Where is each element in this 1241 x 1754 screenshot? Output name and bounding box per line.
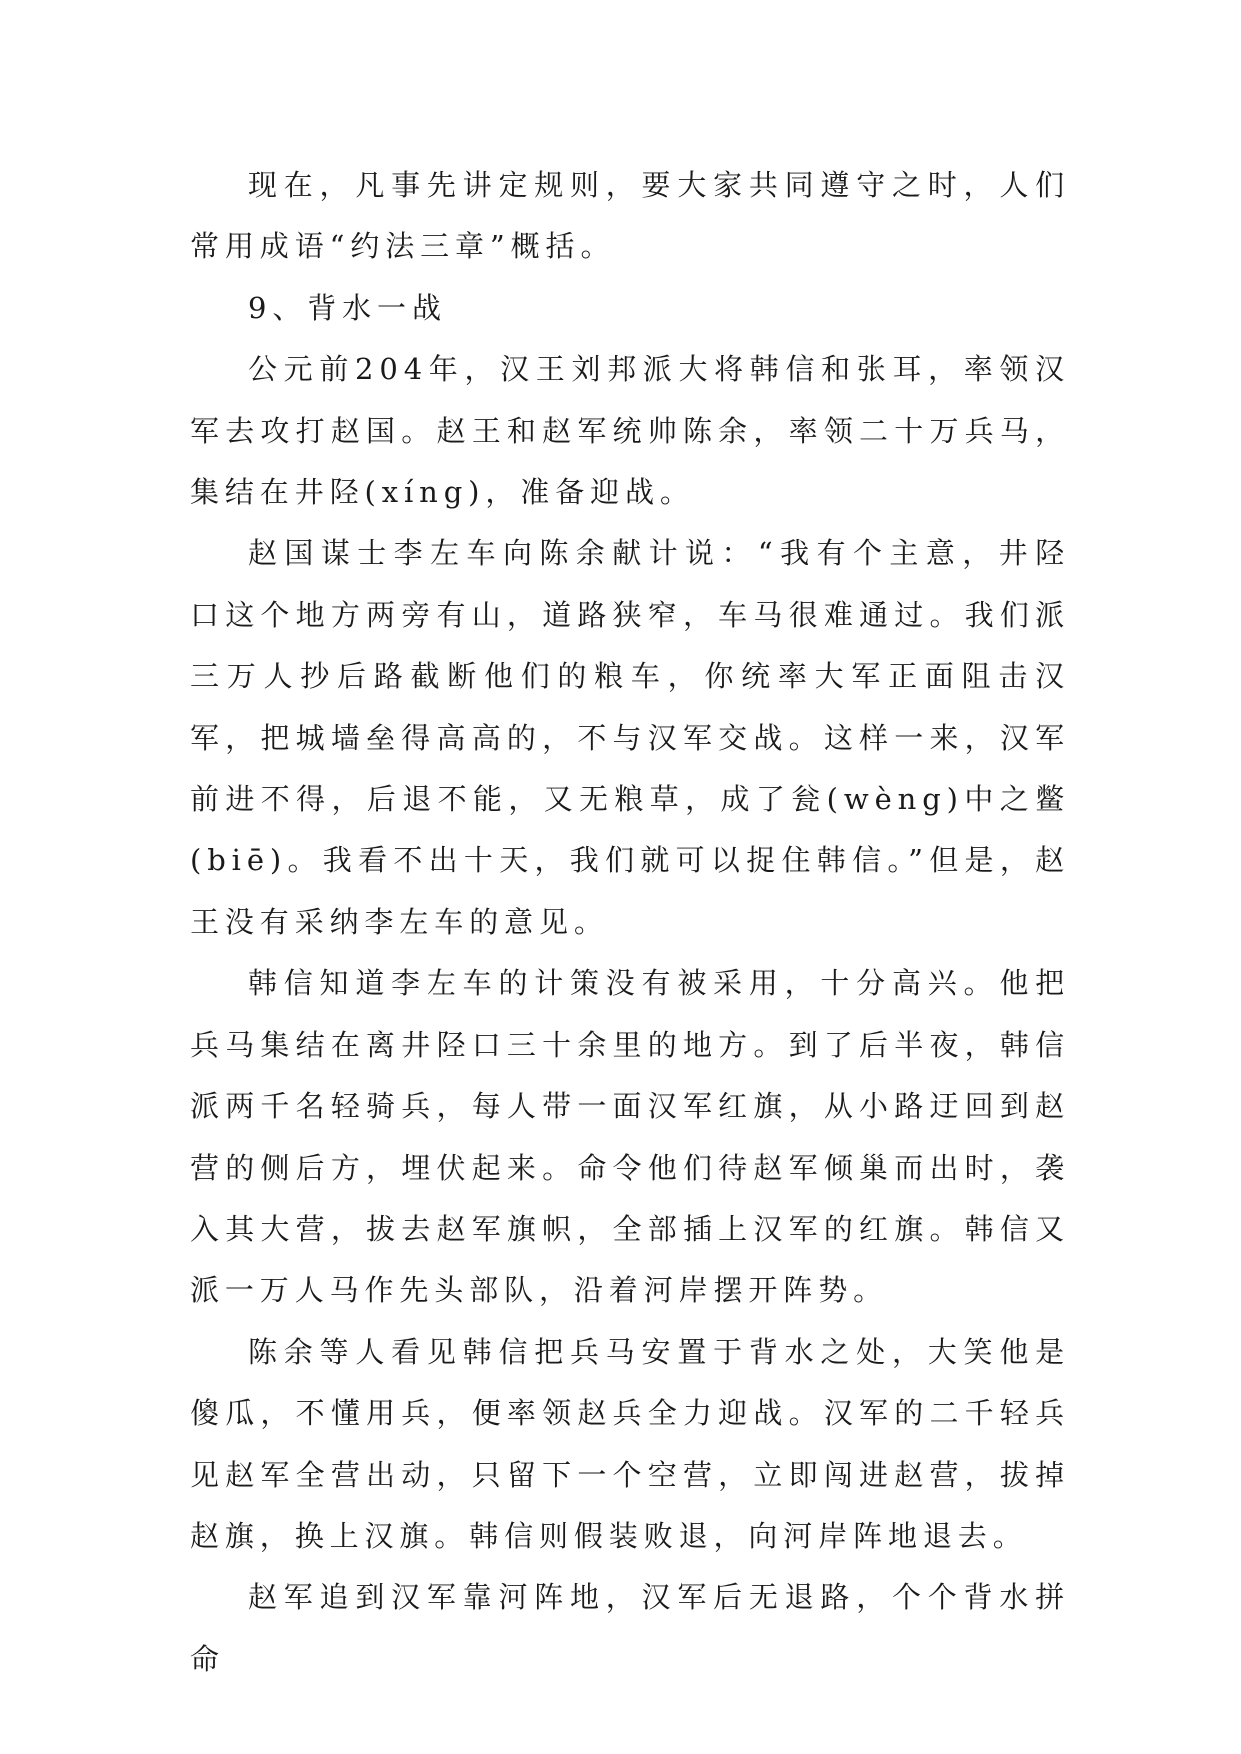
paragraph: 陈余等人看见韩信把兵马安置于背水之处，大笑他是傻瓜，不懂用兵，便率领赵兵全力迎战。汉军的二千轻兵见赵军全营出动，只留下一个空营，立即闯进赵营，拔掉赵旗，换上汉旗。韩信则假装败退，向河岸阵地退去。 [190,1334,1070,1553]
paragraph: 现在，凡事先讲定规则，要大家共同遵守之时，人们常用成语“约法三章”概括。 [190,168,1070,264]
paragraph: 公元前204年，汉王刘邦派大将韩信和张耳，率领汉军去攻打赵国。赵王和赵军统帅陈余，率领二十万兵马，集结在井陉(xíng)，准备迎战。 [190,352,1070,510]
document-page [190,155,1070,1690]
section-heading: 9、背水一战 [248,290,447,325]
paragraph: 赵国谋士李左车向陈余献计说：“我有个主意，井陉口这个地方两旁有山，道路狭窄，车马很难通过。我们派三万人抄后路截断他们的粮车，你统率大军正面阻击汉军，把城墙垒得高高的，不与汉军交战。这样一来，汉军前进不得，后退不能，又无粮草，成了瓮(wèng)中之鳖(biē)。我看不出十天，我们就可以捉住韩信。”但是，赵王没有采纳李左车的意见。 [190,536,1070,939]
paragraph: 赵军追到汉军靠河阵地，汉军后无退路，个个背水拼命 [190,1580,1070,1676]
paragraph: 韩信知道李左车的计策没有被采用，十分高兴。他把兵马集结在离井陉口三十余里的地方。到了后半夜，韩信派两千名轻骑兵，每人带一面汉军红旗，从小路迂回到赵营的侧后方，埋伏起来。命令他们待赵军倾巢而出时，袭入其大营，拔去赵军旗帜，全部插上汉军的红旗。韩信又派一万人马作先头部队，沿着河岸摆开阵势。 [190,966,1070,1308]
